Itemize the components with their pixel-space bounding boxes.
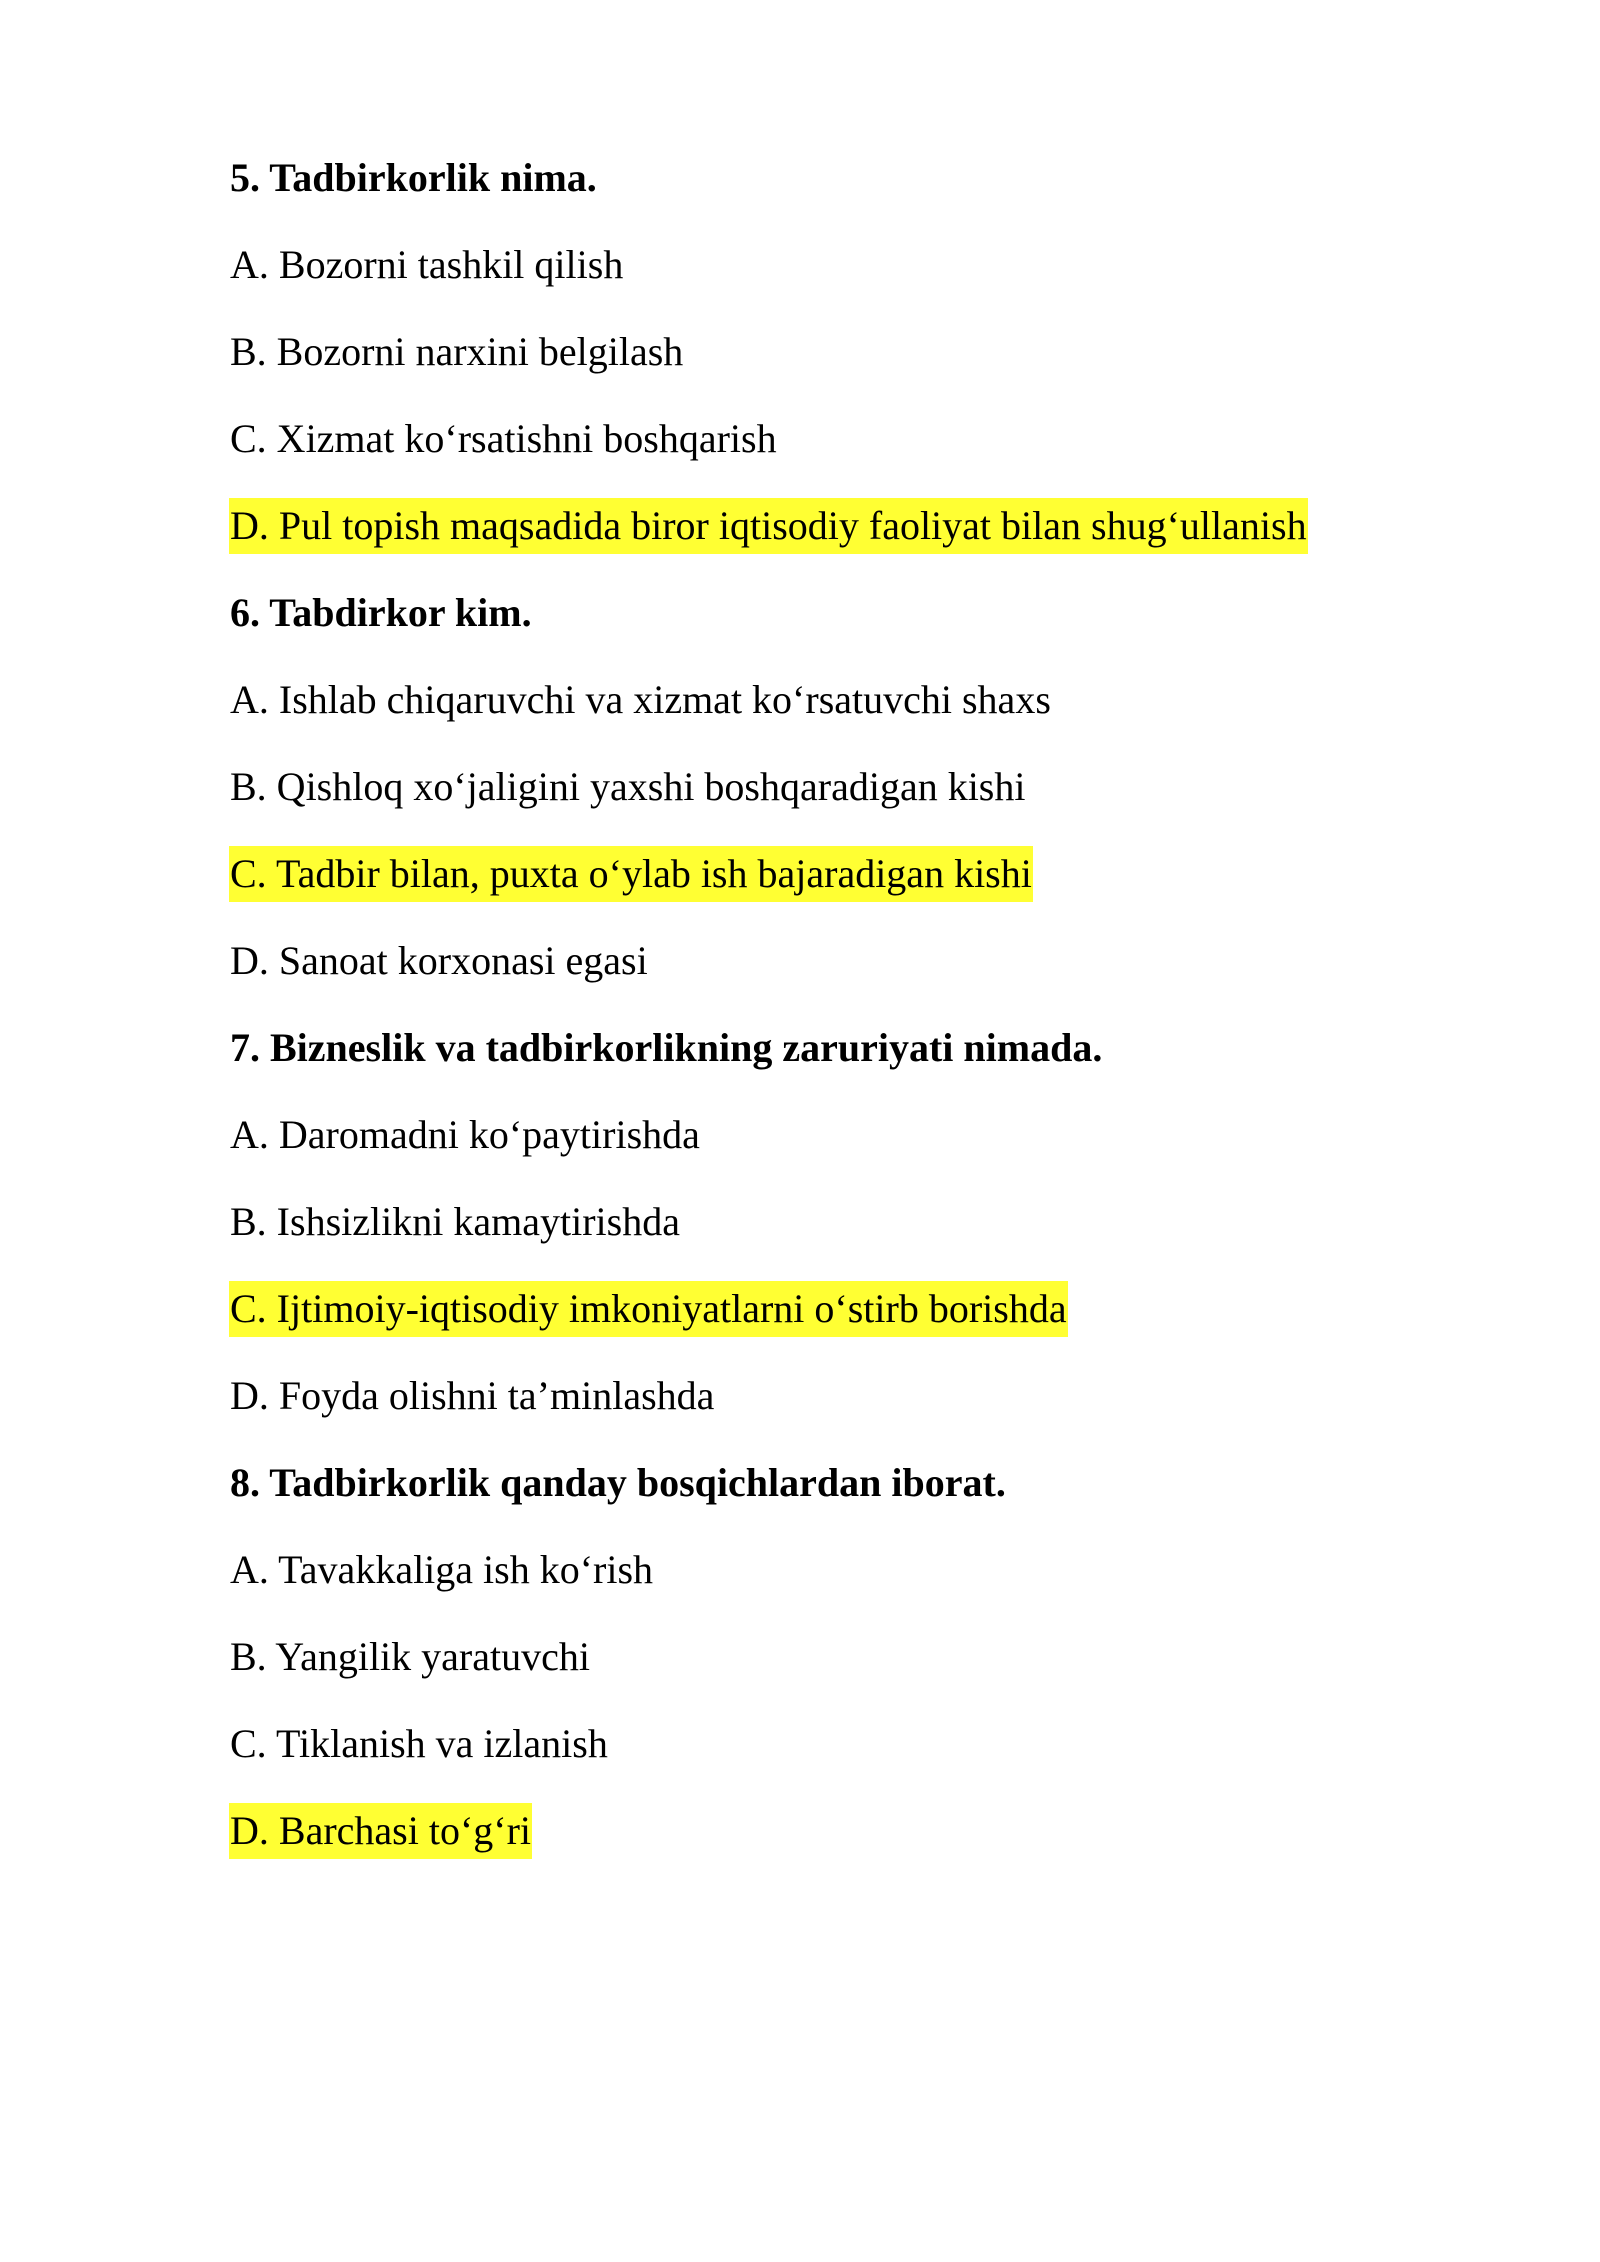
question-8 — [229, 1455, 1469, 1890]
option-a: A. Ishlab chiqaruvchi va xizmat ko‘rsatuvchi shaxs — [230, 677, 1051, 722]
option-d: D. Foyda olishni ta’minlashda — [230, 1373, 715, 1418]
quiz-content — [229, 150, 1469, 1890]
option-b: B. Yangilik yaratuvchi — [230, 1634, 590, 1679]
option-b: B. Ishsizlikni kamaytirishda — [230, 1199, 680, 1244]
option-c: C. Tiklanish va izlanish — [230, 1721, 608, 1766]
option-a: A. Tavakkaliga ish ko‘rish — [230, 1547, 654, 1592]
question-title: 8. Tadbirkorlik qanday bosqichlardan iborat. — [230, 1460, 1006, 1505]
question-title: 7. Bizneslik va tadbirkorlikning zaruriyati nimada. — [230, 1025, 1103, 1070]
option-d-correct: D. Barchasi to‘g‘ri — [229, 1803, 1469, 1890]
option-c-correct: C. Ijtimoiy-iqtisodiy imkoniyatlarni o‘stirb borishda — [229, 1281, 1469, 1368]
option-d: D. Sanoat korxonasi egasi — [230, 938, 648, 983]
question-7 — [229, 1020, 1469, 1455]
option-b: B. Qishloq xo‘jaligini yaxshi boshqaradigan kishi — [230, 764, 1026, 809]
option-c-correct: C. Tadbir bilan, puxta o‘ylab ish bajaradigan kishi — [229, 846, 1469, 933]
option-a: A. Bozorni tashkil qilish — [230, 242, 624, 287]
question-title: 6. Tabdirkor kim. — [230, 590, 532, 635]
option-c: C. Xizmat ko‘rsatishni boshqarish — [230, 416, 777, 461]
option-d-correct: D. Pul topish maqsadida biror iqtisodiy faoliyat bilan shug‘ullanish — [229, 498, 1469, 585]
option-a: A. Daromadni ko‘paytirishda — [230, 1112, 700, 1157]
question-6 — [229, 585, 1469, 1020]
question-title: 5. Tadbirkorlik nima. — [230, 155, 597, 200]
option-b: B. Bozorni narxini belgilash — [230, 329, 684, 374]
question-5 — [229, 150, 1469, 585]
